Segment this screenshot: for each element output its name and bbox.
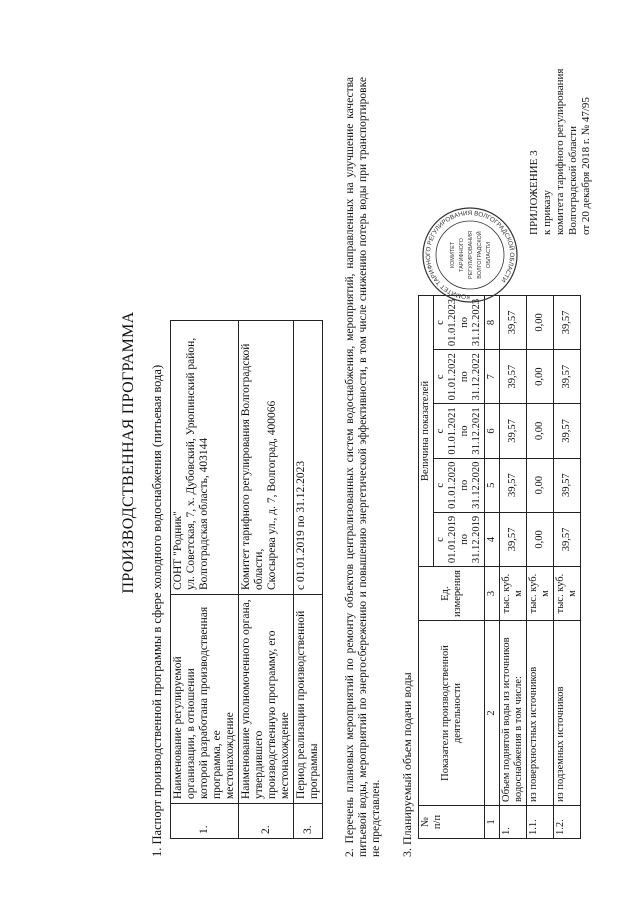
row-label: [294, 595, 323, 804]
row-value: 0,00: [527, 404, 554, 458]
row-value-line: Волгоградская область, 403144: [198, 437, 210, 590]
row-label: [239, 595, 294, 804]
row-number: 1.2.: [554, 806, 581, 839]
col-number: 3: [485, 567, 500, 621]
col-number: 1: [485, 806, 500, 839]
col-header-period: с 01.01.2020 по 31.12.2020: [434, 458, 485, 512]
row-unit: тыс. куб. м: [554, 567, 581, 621]
row-indicator: [500, 621, 527, 806]
col-number: 2: [485, 621, 500, 806]
row-value: 39,57: [500, 404, 527, 458]
col-number: 8: [485, 295, 500, 349]
col-header-period: с 01.01.2022 по 31.12.2022: [434, 350, 485, 404]
row-label-line: которой разработана производственная программа, ее: [198, 606, 223, 799]
row-value: 39,57: [554, 295, 581, 349]
col-header-unit: [419, 567, 485, 621]
seal-line: РЕГУЛИРОВАНИЯ: [468, 230, 474, 280]
row-indicator: из поверхностных источников: [527, 621, 554, 806]
row-value: 39,57: [500, 350, 527, 404]
col-header-number: [419, 806, 485, 839]
table-row: [171, 321, 239, 839]
row-label-line: Наименование уполномоченного органа, утвердившего: [240, 599, 265, 799]
row-number: 3.: [294, 804, 323, 839]
row-label-line: Период реализации производственной программы: [295, 610, 320, 799]
col-number: 7: [485, 350, 500, 404]
row-number: 1.1.: [527, 806, 554, 839]
section3-heading: 3. Планируемый объем подачи воды: [400, 672, 414, 857]
table-row: [239, 321, 294, 839]
appendix-line: комитета тарифного регулирования: [554, 68, 566, 235]
row-number: 1.: [171, 804, 239, 839]
col-number: 5: [485, 458, 500, 512]
row-indicator-line: Объем поднятой воды из источников: [501, 637, 512, 802]
col-header-group: Величина показателей: [419, 295, 434, 566]
official-seal: [420, 205, 520, 305]
row-value: 39,57: [554, 404, 581, 458]
section2-text: 2. Перечень плановых мероприятий по ремонту объектов централизованных систем водоснабжения, мероприятий, направленных на улучшение качества питьевой воды, мероприятий по энергосбережению и повышению энергетической эффективности, в том числе снижению потерь воды при транспортировке не представлен.: [344, 77, 382, 857]
seal-ring-text: КОМИТЕТ ТАРИФНОГО РЕГУЛИРОВАНИЯ ВОЛГОГРАДСКОЙ ОБЛАСТИ: [424, 209, 516, 301]
header-line: Ед.: [439, 586, 451, 601]
row-value: 0,00: [527, 458, 554, 512]
header-line: измерения: [451, 570, 463, 617]
row-value: 0,00: [527, 512, 554, 566]
row-indicator-line: водоснабжения в том числе:: [513, 676, 524, 802]
row-number: 1.: [500, 806, 527, 839]
row-value: [239, 321, 294, 595]
appendix-line: к приказу: [541, 189, 553, 235]
row-value: 39,57: [500, 512, 527, 566]
row-value: 0,00: [527, 295, 554, 349]
row-unit: тыс. куб. м: [527, 567, 554, 621]
appendix-block: [528, 69, 593, 235]
row-value: 39,57: [554, 512, 581, 566]
col-number: 4: [485, 512, 500, 566]
seal-line: КОМИТЕТ: [450, 241, 456, 269]
row-number: 2.: [239, 804, 294, 839]
table-row: [500, 295, 527, 838]
row-value: 39,57: [554, 350, 581, 404]
col-header-period: с 01.01.2021 по 31.12.2021: [434, 404, 485, 458]
row-value-line: с 01.01.2019 по 31.12.2023: [295, 460, 307, 590]
seal-line: ОБЛАСТИ: [486, 241, 492, 269]
row-label-line: производственную программу, его местонахождение: [266, 630, 291, 799]
appendix-line: от 20 декабря 2018 г. № 47/95: [580, 97, 592, 235]
col-number: 6: [485, 404, 500, 458]
row-label: [171, 595, 239, 804]
passport-table: [170, 320, 323, 839]
table-row: [294, 321, 323, 839]
row-value-line: ул. Советская, 7, х. Дубовский, Урюпинский район,: [185, 337, 197, 590]
col-header-period: с 01.01.2023 по 31.12.2023: [434, 295, 485, 349]
appendix-line: Волгоградской области: [567, 126, 579, 235]
row-value: 39,57: [500, 458, 527, 512]
seal-line: ВОЛГОГРАДСКОЙ: [477, 231, 483, 279]
header-line: п/п: [432, 814, 443, 830]
row-value-line: СОНТ "Родник": [172, 511, 184, 590]
row-unit: тыс. куб. м: [500, 567, 527, 621]
row-label-line: местонахождение: [224, 712, 236, 799]
col-header-indicator: Показатели производственной деятельности: [419, 621, 485, 806]
row-value: [171, 321, 239, 595]
row-value-line: Скосырева ул., д. 7, Волгоград, 400066: [266, 400, 278, 590]
header-line: №: [420, 816, 431, 828]
section1-heading: 1. Паспорт производственной программы в сфере холодного водоснабжения (питьевая вода): [150, 364, 164, 857]
table-header-row: [419, 295, 434, 838]
page-title: ПРОИЗВОДСТВЕННАЯ ПРОГРАММА: [120, 311, 137, 594]
table-row: [527, 295, 554, 838]
appendix-line: ПРИЛОЖЕНИЕ 3: [528, 150, 540, 235]
row-value-line: Комитет тарифного регулирования Волгоградской области,: [240, 343, 265, 590]
table-row: [554, 295, 581, 838]
column-number-row: [485, 295, 500, 838]
row-indicator: из подземных источников: [554, 621, 581, 806]
row-value: [294, 321, 323, 595]
row-value: 39,57: [554, 458, 581, 512]
row-value: 0,00: [527, 350, 554, 404]
row-label-line: Наименование регулируемой организации, в отношении: [172, 656, 197, 799]
water-volume-table: [418, 295, 581, 839]
col-header-period: с 01.01.2019 по 31.12.2019: [434, 512, 485, 566]
seal-line: ТАРИФНОГО: [459, 238, 465, 272]
row-value: 39,57: [500, 295, 527, 349]
